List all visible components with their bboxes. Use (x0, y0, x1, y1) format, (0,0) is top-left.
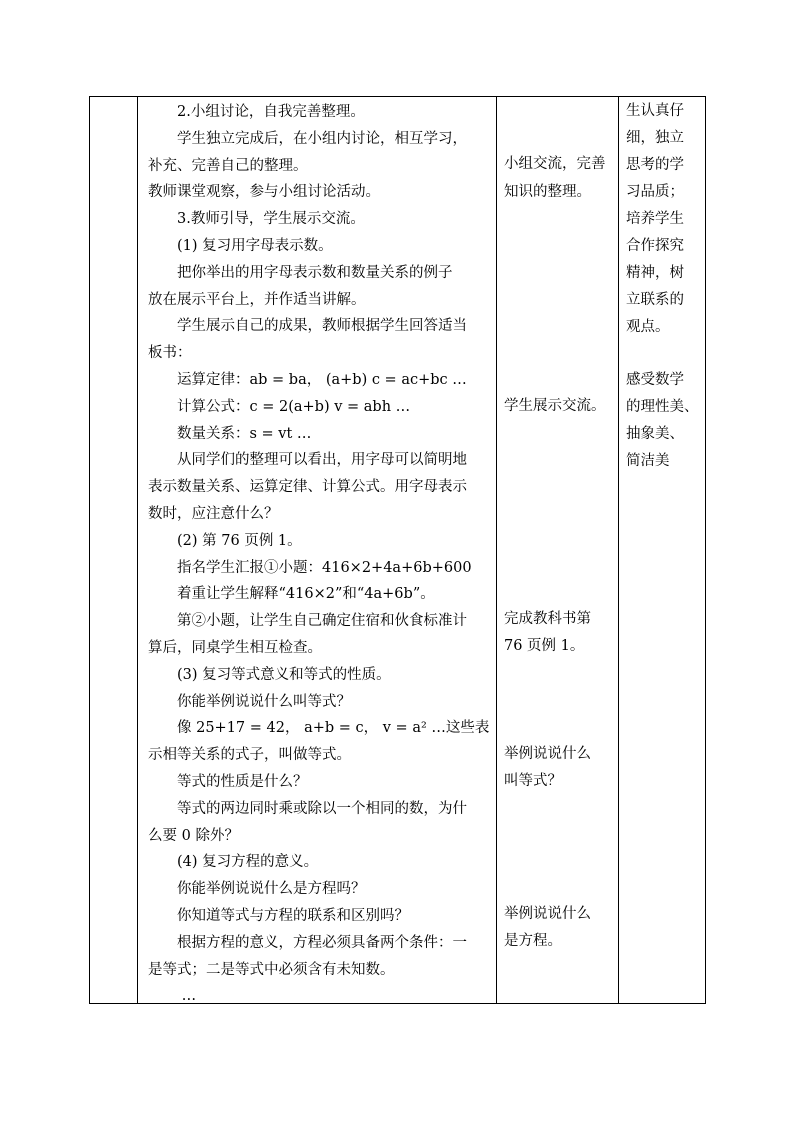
content-line: 板书： (148, 345, 192, 362)
content-line: 示相等关系的式子，叫做等式。 (148, 747, 351, 764)
content-line: (2) 第 76 页例 1。 (148, 532, 302, 549)
activity-line: 举例说说什么 (504, 906, 591, 922)
content-line: 运算定律：ab = ba， (a+b) c = ac+bc … (148, 372, 467, 388)
content-line: 数时，应注意什么？ (148, 506, 279, 522)
content-line: 数量关系：s = vt … (148, 425, 312, 442)
content-line: 教师课堂观察，参与小组讨论活动。 (148, 184, 380, 201)
activity-line: 举例说说什么 (504, 746, 591, 762)
intent-line: 思考的学 (626, 157, 684, 173)
intent-line: 生认真仔 (626, 103, 684, 119)
content-line: 学生独立完成后，在小组内讨论，相互学习， (148, 130, 467, 147)
content-line: 2.小组讨论，自我完善整理。 (148, 104, 365, 120)
content-line: 学生展示自己的成果，教师根据学生回答适当 (148, 318, 467, 335)
content-line: 补充、完善自己的整理。 (148, 157, 308, 174)
content-line: 等式的性质是什么？ (148, 774, 308, 790)
intent-line: 习品质； (626, 184, 684, 200)
content-line: 3.教师引导，学生展示交流。 (148, 211, 365, 228)
content-line: 是等式；二是等式中必须含有未知数。 (148, 961, 395, 978)
intent-line: 合作探究 (626, 238, 684, 254)
content-line: 把你举出的用字母表示数和数量关系的例子 (148, 264, 453, 281)
content-line: 计算公式：c = 2(a+b) v = abh … (148, 398, 411, 415)
table-row (90, 97, 706, 1004)
intent-line: 抽象美、 (626, 426, 684, 442)
intent-line: 立联系的 (626, 292, 684, 308)
design-intent-cell (619, 97, 706, 1004)
intent-line: 观点。 (626, 319, 670, 335)
intent-line: 细，独立 (626, 130, 684, 146)
activity-line: 知识的整理。 (504, 184, 591, 200)
activity-line: 76 页例 1。 (504, 638, 585, 654)
stage-column-cell (90, 97, 138, 1004)
content-line: (3) 复习等式意义和等式的性质。 (148, 666, 391, 683)
content-line: 指名学生汇报①小题：416×2+4a+6b+600 (148, 559, 472, 576)
content-line: 算后，同桌学生相互检查。 (148, 640, 322, 656)
content-line: … (148, 988, 197, 1005)
content-line: 像 25+17 = 42， a+b = c， v = a² …这些表 (148, 720, 490, 737)
activity-line: 是方程。 (504, 933, 562, 949)
content-line: 你能举例说说什么叫等式？ (148, 693, 351, 710)
lesson-plan-table (89, 96, 706, 1004)
student-activity-cell (497, 97, 619, 1004)
content-line: 从同学们的整理可以看出，用字母可以简明地 (148, 452, 467, 469)
intent-line: 培养学生 (626, 211, 684, 227)
content-line: 等式的两边同时乘或除以一个相同的数，为什 (148, 800, 467, 817)
content-line: 你能举例说说什么是方程吗？ (148, 881, 366, 898)
content-line: 着重让学生解释“416×2”和“4a+6b”。 (148, 586, 435, 603)
intent-line: 简洁美 (626, 453, 670, 469)
content-line: (4) 复习方程的意义。 (148, 854, 319, 871)
content-line: 第②小题，让学生自己确定住宿和伙食标准计 (148, 613, 467, 630)
content-line: 根据方程的意义，方程必须具备两个条件：一 (148, 934, 467, 951)
content-line: 你知道等式与方程的联系和区别吗？ (148, 908, 409, 924)
content-line: 表示数量关系、运算定律、计算公式。用字母表示 (148, 479, 467, 496)
teaching-content-cell (138, 97, 497, 1004)
activity-line: 叫等式？ (504, 773, 562, 789)
content-line: (1) 复习用字母表示数。 (148, 238, 333, 254)
activity-line: 完成教科书第 (504, 611, 591, 627)
intent-line: 精神，树 (626, 265, 684, 281)
intent-line: 的理性美、 (626, 399, 699, 415)
content-line: 么要 0 除外？ (148, 827, 239, 844)
content-line: 放在展示平台上，并作适当讲解。 (148, 291, 366, 308)
activity-line: 小组交流，完善 (504, 156, 606, 172)
intent-line: 感受数学 (626, 372, 684, 388)
activity-line: 学生展示交流。 (504, 398, 606, 414)
